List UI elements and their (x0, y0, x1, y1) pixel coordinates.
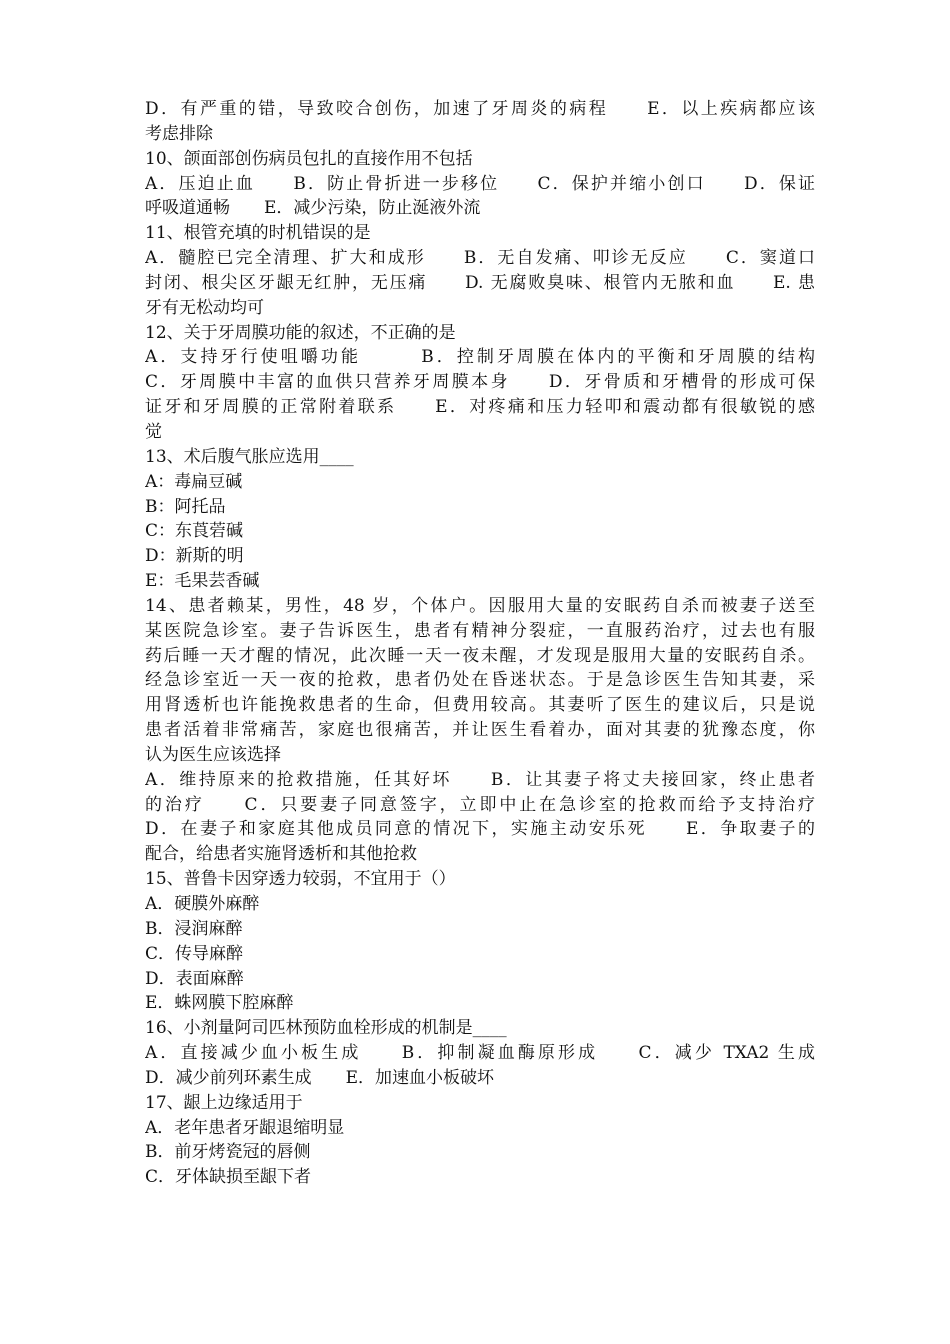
text-line: D．在妻子和家庭其他成员同意的情况下，实施主动安乐死 E．争取妻子的 (145, 819, 815, 840)
text-line: 16、小剂量阿司匹林预防血栓形成的机制是____ (145, 1018, 507, 1039)
text-line: 认为医生应该选择 (145, 744, 281, 765)
text-line: B．浸润麻醉 (145, 918, 243, 939)
text-line: E：毛果芸香碱 (145, 571, 260, 592)
text-line: C：东莨菪碱 (145, 521, 244, 542)
text-line: A．直接减少血小板生成 B．抑制凝血酶原形成 C．减少 TXA2 生成 (145, 1043, 815, 1064)
text-line: 患者活着非常痛苦，家庭也很痛苦，并让医生看着办，面对其妻的犹豫态度，你 (145, 720, 815, 741)
text-line: D．有严重的错，导致咬合创伤，加速了牙周炎的病程 E．以上疾病都应该 (145, 99, 815, 119)
text-line: A．硬膜外麻醉 (145, 894, 260, 914)
text-line: 11、根管充填的时机错误的是 (145, 223, 371, 244)
text-line: A．支持牙行使咀嚼功能 B．控制牙周膜在体内的平衡和牙周膜的结构 (145, 347, 815, 368)
text-line: 15、普鲁卡因穿透力较弱，不宜用于（） (145, 869, 456, 890)
text-line: 10、颌面部创伤病员包扎的直接作用不包括 (145, 148, 473, 169)
text-line: 某医院急诊室。妻子告诉医生，患者有精神分裂症，一直服药治疗，过去也有服 (145, 620, 815, 641)
text-line: E．蛛网膜下腔麻醉 (145, 993, 294, 1014)
text-line: 17、龈上边缘适用于 (145, 1092, 303, 1113)
text-line: B：阿托品 (145, 496, 226, 517)
text-line: 14、患者赖某，男性，48 岁，个体户。因服用大量的安眠药自杀而被妻子送至 (145, 595, 815, 616)
text-line: C．牙周膜中丰富的血供只营养牙周膜本身 D．牙骨质和牙槽骨的形成可保 (145, 372, 815, 393)
text-line: 13、术后腹气胀应选用____ (145, 446, 354, 467)
text-line: B．前牙烤瓷冠的唇侧 (145, 1142, 311, 1163)
text-line: D．表面麻醉 (145, 968, 244, 989)
document-page (145, 97, 815, 1190)
text-line: A．老年患者牙龈退缩明显 (145, 1117, 345, 1138)
text-line: 呼吸道通畅 E．减少污染，防止涎液外流 (145, 198, 481, 219)
text-line: 12、关于牙周膜功能的叙述，不正确的是 (145, 322, 456, 343)
text-line: 配合，给患者实施肾透析和其他抢救 (145, 844, 417, 865)
text-line: 用肾透析也许能挽救患者的生命，但费用较高。其妻听了医生的建议后，只是说 (145, 695, 815, 716)
text-line: 觉 (145, 421, 162, 442)
text-line: 证牙和牙周膜的正常附着联系 E．对疼痛和压力轻叩和震动都有很敏锐的感 (145, 397, 815, 418)
text-line: C．牙体缺损至龈下者 (145, 1167, 312, 1188)
text-line: A．维持原来的抢救措施，任其好坏 B．让其妻子将丈夫接回家，终止患者 (145, 769, 815, 790)
text-line: 封闭、根尖区牙龈无红肿，无压痛 D. 无腐败臭味、根管内无脓和血 E. 患 (145, 272, 815, 293)
text-line: C．传导麻醉 (145, 943, 244, 964)
text-line: 经急诊室近一天一夜的抢救，患者仍处在昏迷状态。于是急诊医生告知其妻，采 (145, 670, 815, 691)
text-line: 药后睡一天才醒的情况，此次睡一天一夜未醒，才发现是服用大量的安眠药自杀。 (145, 645, 815, 666)
text-line: D．减少前列环素生成 E．加速血小板破坏 (145, 1067, 495, 1088)
text-line: A．髓腔已完全清理、扩大和成形 B．无自发痛、叩诊无反应 C．窦道口 (145, 248, 815, 269)
text-line: A：毒扁豆碱 (145, 471, 243, 492)
text-line: D：新斯的明 (145, 546, 244, 567)
text-line: 牙有无松动均可 (145, 297, 264, 318)
text-line: 的治疗 C．只要妻子同意签字，立即中止在急诊室的抢救而给予支持治疗 (145, 794, 815, 815)
text-line: A．压迫止血 B．防止骨折进一步移位 C．保护并缩小创口 D．保证 (145, 173, 815, 194)
text-line: 考虑排除 (145, 123, 213, 144)
